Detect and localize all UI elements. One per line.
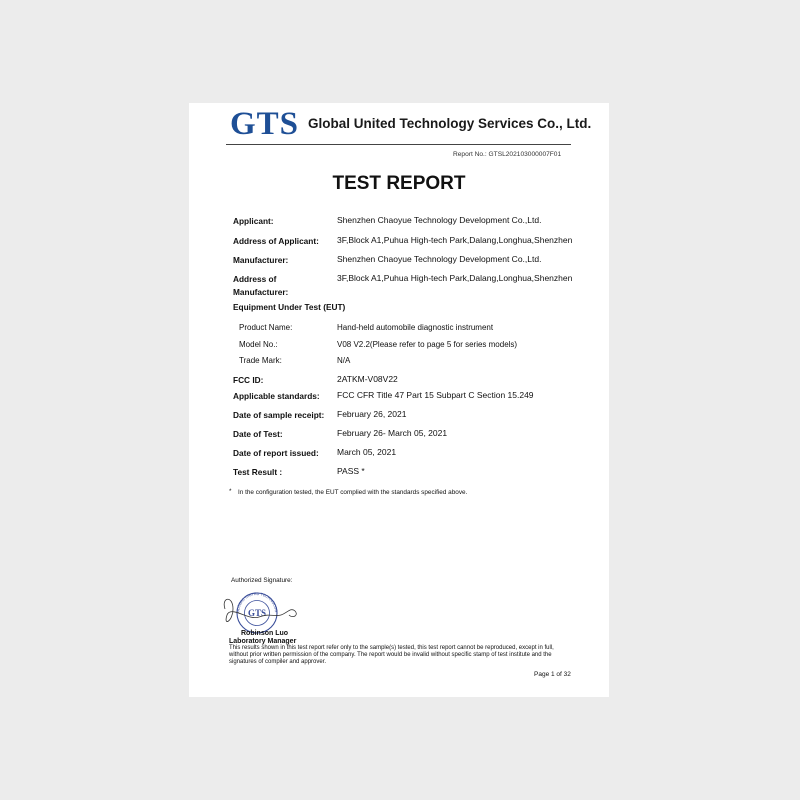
fcc-id-value: 2ATKM-V08V22 <box>337 374 398 384</box>
applicant-value: Shenzhen Chaoyue Technology Development Co.,Ltd. <box>337 215 542 225</box>
company-name: Global United Technology Services Co., Ltd. <box>308 116 592 131</box>
date-of-test-label: Date of Test: <box>233 429 283 439</box>
applicable-standards-value: FCC CFR Title 47 Part 15 Subpart C Section 15.249 <box>337 390 534 400</box>
signatory-position: Laboratory Manager <box>229 638 297 645</box>
report-page <box>189 103 609 697</box>
seal-ring-text: GLOBAL UNITED TECHNOLOG <box>235 591 279 614</box>
gts-logo: GTS <box>230 106 300 142</box>
address-applicant-label: Address of Applicant: <box>233 236 319 246</box>
address-manufacturer-label-line1: Address of <box>233 274 277 284</box>
trade-mark-value: N/A <box>337 356 351 365</box>
applicant-label: Applicant: <box>233 216 274 226</box>
seal-center-text: GTS <box>247 608 267 618</box>
sample-receipt-value: February 26, 2021 <box>337 409 407 419</box>
footnote-text: In the configuration tested, the EUT complied with the standards specified above. <box>238 489 468 496</box>
product-name-value: Hand-held automobile diagnostic instrument <box>337 323 494 332</box>
model-no-label: Model No.: <box>239 340 278 349</box>
manufacturer-label: Manufacturer: <box>233 255 289 265</box>
date-of-test-value: February 26- March 05, 2021 <box>337 428 448 438</box>
footnote-mark: * <box>229 488 232 495</box>
report-issued-value: March 05, 2021 <box>337 447 397 457</box>
test-result-value: PASS * <box>337 466 365 476</box>
applicable-standards-label: Applicable standards: <box>233 391 320 401</box>
address-applicant-value: 3F,Block A1,Puhua High-tech Park,Dalang,Longhua,Shenzhen <box>337 235 573 245</box>
model-no-value: V08 V2.2(Please refer to page 5 for series models) <box>337 340 518 349</box>
report-title: TEST REPORT <box>332 173 466 194</box>
signatory-name: Robinson Luo <box>241 630 289 637</box>
trade-mark-label: Trade Mark: <box>239 356 282 365</box>
manufacturer-value: Shenzhen Chaoyue Technology Development Co.,Ltd. <box>337 254 542 264</box>
fcc-id-label: FCC ID: <box>233 375 264 385</box>
address-manufacturer-label-line2: Manufacturer: <box>233 287 289 297</box>
authorized-signature-label: Authorized Signature: <box>231 577 293 584</box>
test-result-label: Test Result : <box>233 467 283 477</box>
disclaimer-text: This results shown in this test report refer only to the sample(s) tested, this test report cannot be reproduced, except in full, without prior written permission of the company. The report would be invalid without specific stamp of test institute and the signatures of compiler and approver. <box>229 645 554 665</box>
report-issued-label: Date of report issued: <box>233 448 319 458</box>
header-rule <box>226 144 571 145</box>
report-number: Report No.: GTSL202103000007F01 <box>453 151 562 158</box>
address-manufacturer-value: 3F,Block A1,Puhua High-tech Park,Dalang,Longhua,Shenzhen <box>337 273 573 283</box>
page-number: Page 1 of 32 <box>534 671 571 678</box>
eut-heading: Equipment Under Test (EUT) <box>233 302 346 312</box>
sample-receipt-label: Date of sample receipt: <box>233 410 325 420</box>
product-name-label: Product Name: <box>239 323 293 332</box>
